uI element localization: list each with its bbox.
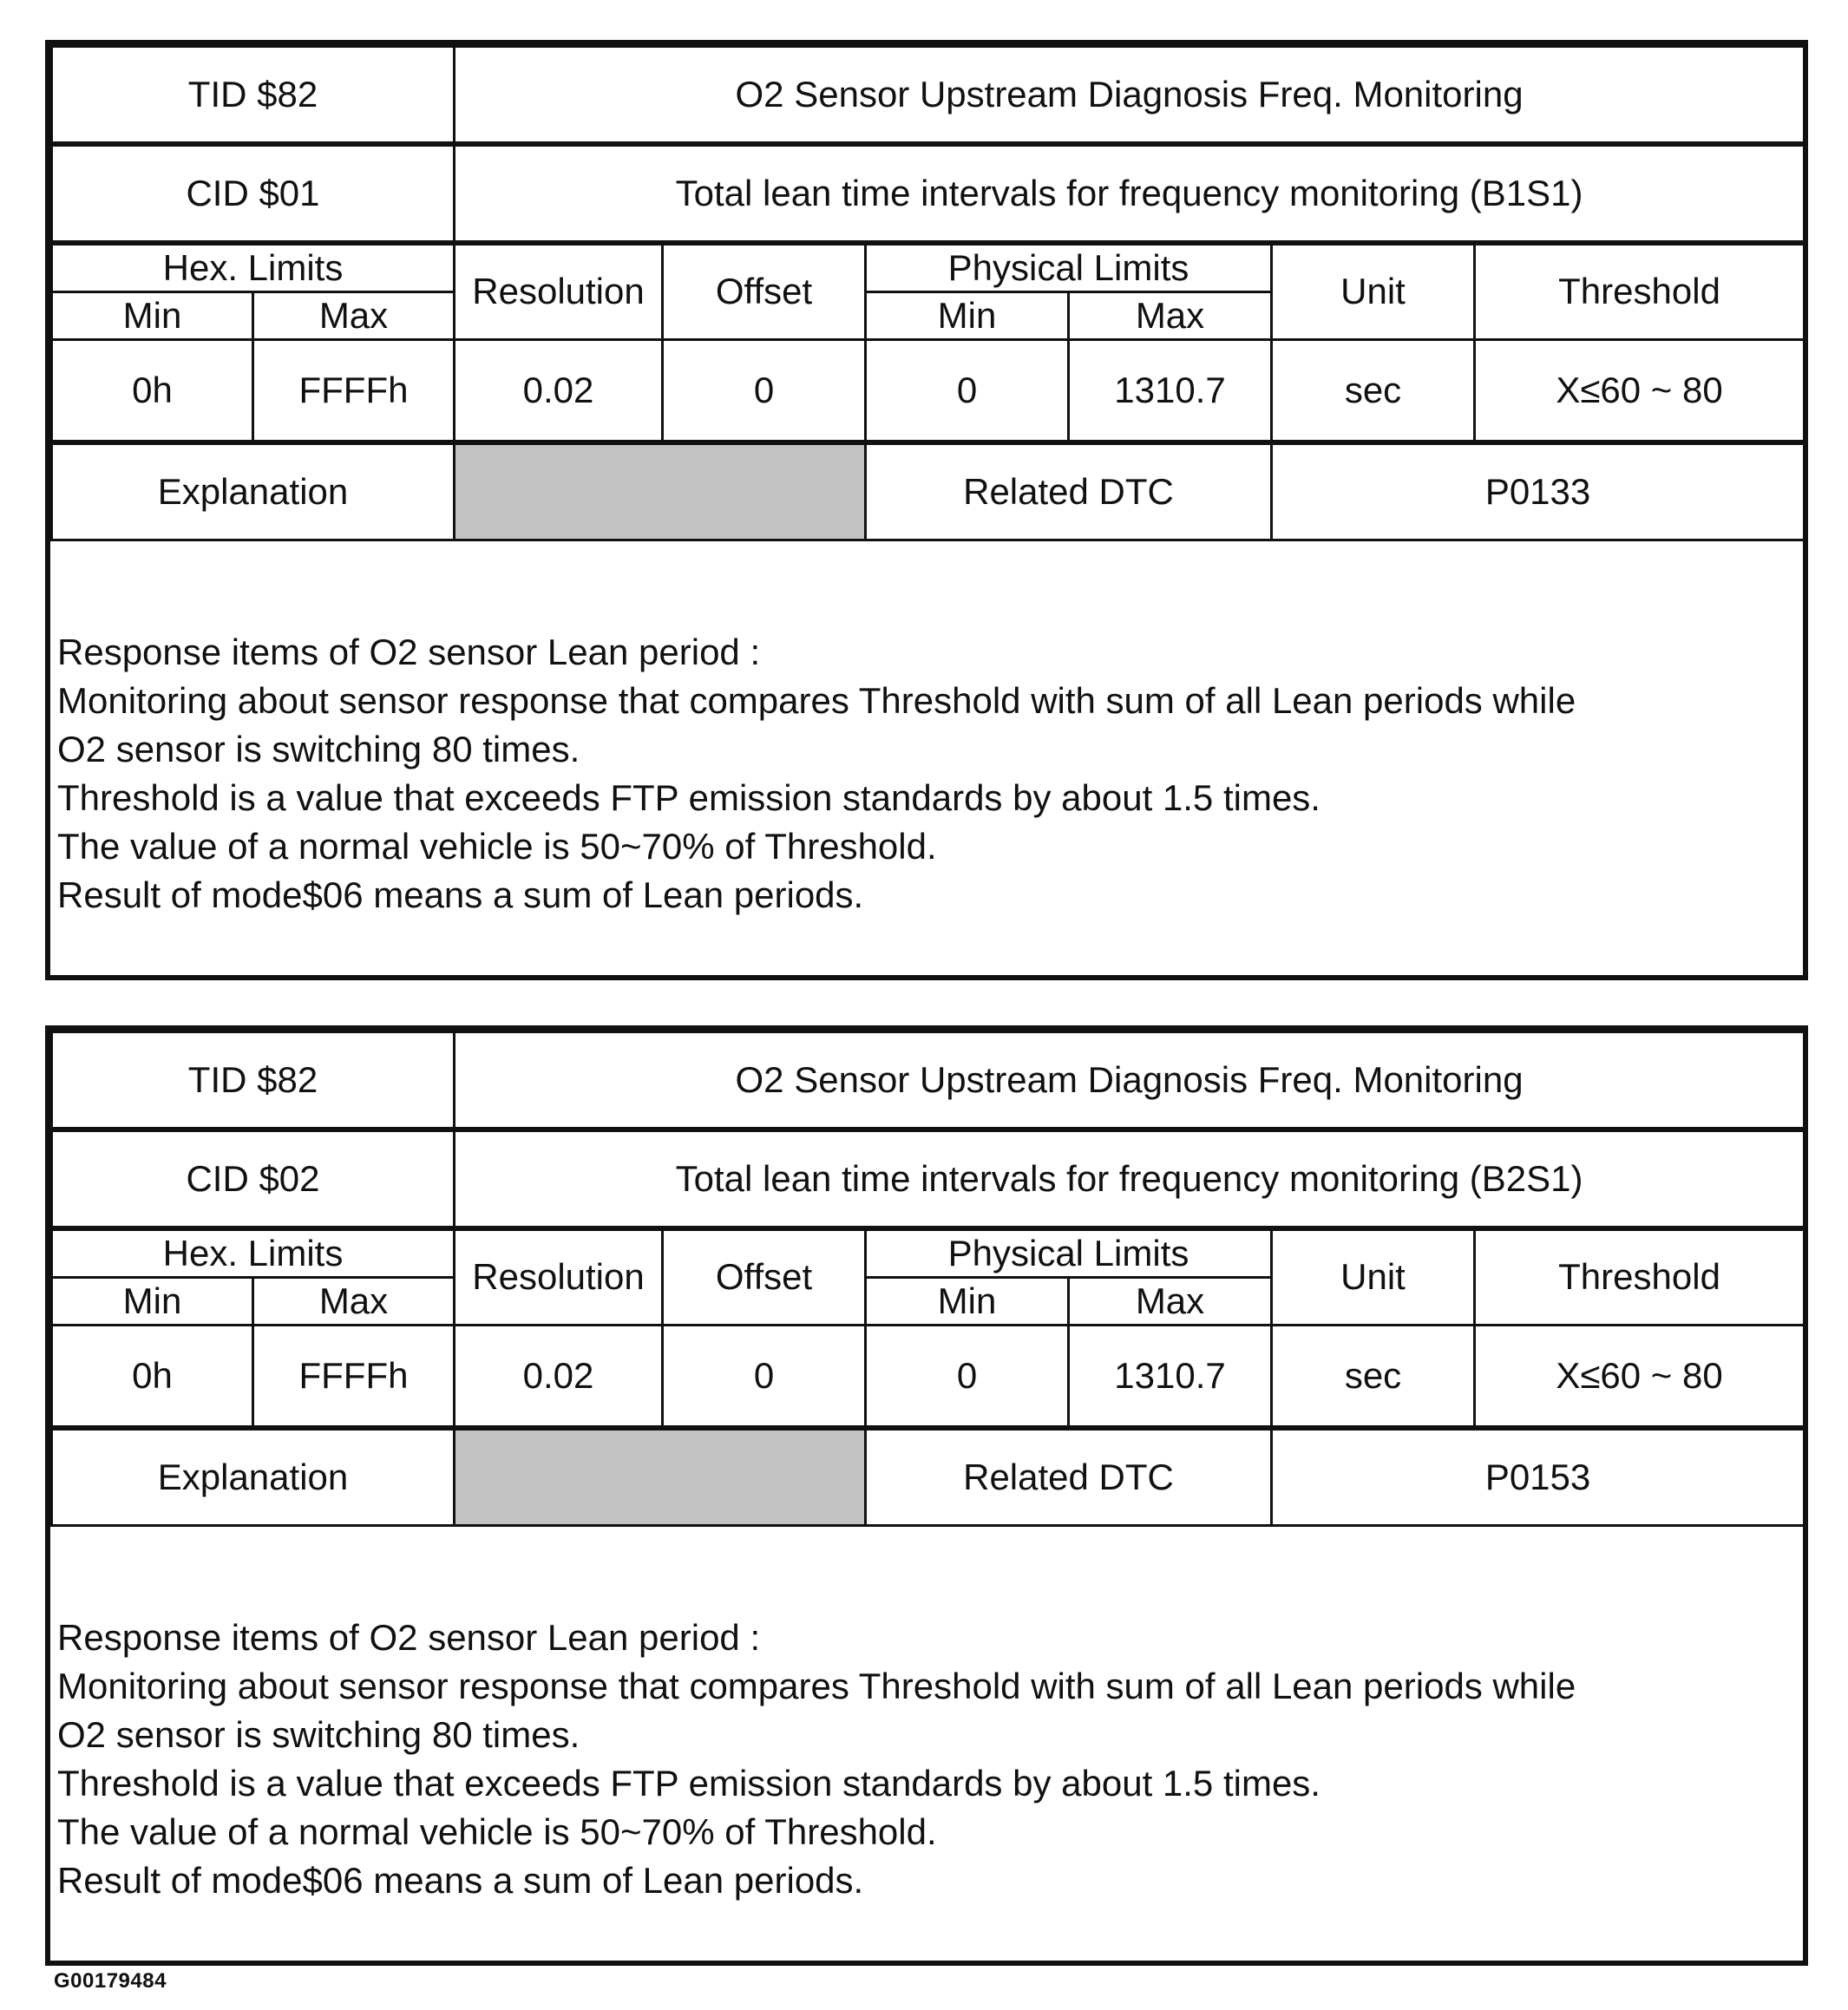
- explanation-line: The value of a normal vehicle is 50~70% of Threshold.: [57, 1811, 937, 1852]
- explanation-line: Threshold is a value that exceeds FTP emission standards by about 1.5 times.: [57, 1763, 1320, 1804]
- cid-description: Total lean time intervals for frequency monitoring (B1S1): [455, 144, 1805, 243]
- phys-min-value: 0: [866, 340, 1069, 443]
- threshold-header: Threshold: [1475, 1228, 1805, 1326]
- resolution-header: Resolution: [455, 1228, 663, 1326]
- offset-header: Offset: [663, 243, 866, 340]
- tid-description: O2 Sensor Upstream Diagnosis Freq. Monitoring: [455, 1032, 1805, 1130]
- explanation-line: Monitoring about sensor response that compares Threshold with sum of all Lean periods while: [57, 680, 1576, 721]
- unit-value: sec: [1272, 1326, 1475, 1429]
- threshold-value: X≤60 ~ 80: [1475, 340, 1805, 443]
- tid-label: TID $82: [52, 47, 455, 145]
- unit-header: Unit: [1272, 1228, 1475, 1326]
- resolution-header: Resolution: [455, 243, 663, 340]
- unit-value: sec: [1272, 340, 1475, 443]
- explanation-line: O2 sensor is switching 80 times.: [57, 729, 580, 769]
- hex-max-header: Max: [253, 292, 455, 340]
- resolution-value: 0.02: [455, 340, 663, 443]
- figure-id: G00179484: [54, 1969, 167, 1993]
- cid-label: CID $02: [52, 1129, 455, 1228]
- explanation-line: The value of a normal vehicle is 50~70% of Threshold.: [57, 826, 937, 867]
- threshold-value: X≤60 ~ 80: [1475, 1326, 1805, 1429]
- offset-header: Offset: [663, 1228, 866, 1326]
- explanation-line: Response items of O2 sensor Lean period :: [57, 632, 761, 672]
- phys-max-header: Max: [1069, 1278, 1272, 1326]
- explanation-label: Explanation: [52, 442, 455, 540]
- spec-block-1: [45, 40, 1808, 980]
- cid-description: Total lean time intervals for frequency monitoring (B2S1): [455, 1129, 1805, 1228]
- explanation-text: [50, 1527, 1803, 1905]
- offset-value: 0: [663, 340, 866, 443]
- explanation-line: Result of mode$06 means a sum of Lean periods.: [57, 1860, 864, 1901]
- related-dtc-label: Related DTC: [866, 1428, 1272, 1526]
- explanation-line: Response items of O2 sensor Lean period :: [57, 1617, 761, 1658]
- blank-gray-cell: [455, 442, 866, 540]
- hex-limits-header: Hex. Limits: [52, 1228, 455, 1278]
- explanation-line: O2 sensor is switching 80 times.: [57, 1714, 580, 1755]
- tid-description: O2 Sensor Upstream Diagnosis Freq. Monitoring: [455, 47, 1805, 145]
- tid-label: TID $82: [52, 1032, 455, 1130]
- spec-table: [50, 1031, 1805, 1527]
- related-dtc-label: Related DTC: [866, 442, 1272, 540]
- explanation-line: Monitoring about sensor response that compares Threshold with sum of all Lean periods while: [57, 1666, 1576, 1706]
- threshold-header: Threshold: [1475, 243, 1805, 340]
- related-dtc-value: P0133: [1272, 442, 1805, 540]
- phys-min-header: Min: [866, 1278, 1069, 1326]
- hex-min-value: 0h: [52, 340, 253, 443]
- unit-header: Unit: [1272, 243, 1475, 340]
- spec-block-2: [45, 1025, 1808, 1966]
- physical-limits-header: Physical Limits: [866, 243, 1272, 292]
- resolution-value: 0.02: [455, 1326, 663, 1429]
- hex-min-value: 0h: [52, 1326, 253, 1429]
- blank-gray-cell: [455, 1428, 866, 1526]
- explanation-line: Threshold is a value that exceeds FTP emission standards by about 1.5 times.: [57, 777, 1320, 818]
- hex-max-value: FFFFh: [253, 340, 455, 443]
- spec-table: [50, 45, 1805, 541]
- hex-max-header: Max: [253, 1278, 455, 1326]
- hex-limits-header: Hex. Limits: [52, 243, 455, 292]
- related-dtc-value: P0153: [1272, 1428, 1805, 1526]
- hex-max-value: FFFFh: [253, 1326, 455, 1429]
- phys-max-header: Max: [1069, 292, 1272, 340]
- explanation-text: [50, 541, 1803, 920]
- phys-max-value: 1310.7: [1069, 1326, 1272, 1429]
- cid-label: CID $01: [52, 144, 455, 243]
- offset-value: 0: [663, 1326, 866, 1429]
- phys-min-header: Min: [866, 292, 1069, 340]
- explanation-label: Explanation: [52, 1428, 455, 1526]
- phys-min-value: 0: [866, 1326, 1069, 1429]
- hex-min-header: Min: [52, 1278, 253, 1326]
- physical-limits-header: Physical Limits: [866, 1228, 1272, 1278]
- hex-min-header: Min: [52, 292, 253, 340]
- phys-max-value: 1310.7: [1069, 340, 1272, 443]
- explanation-line: Result of mode$06 means a sum of Lean periods.: [57, 874, 864, 915]
